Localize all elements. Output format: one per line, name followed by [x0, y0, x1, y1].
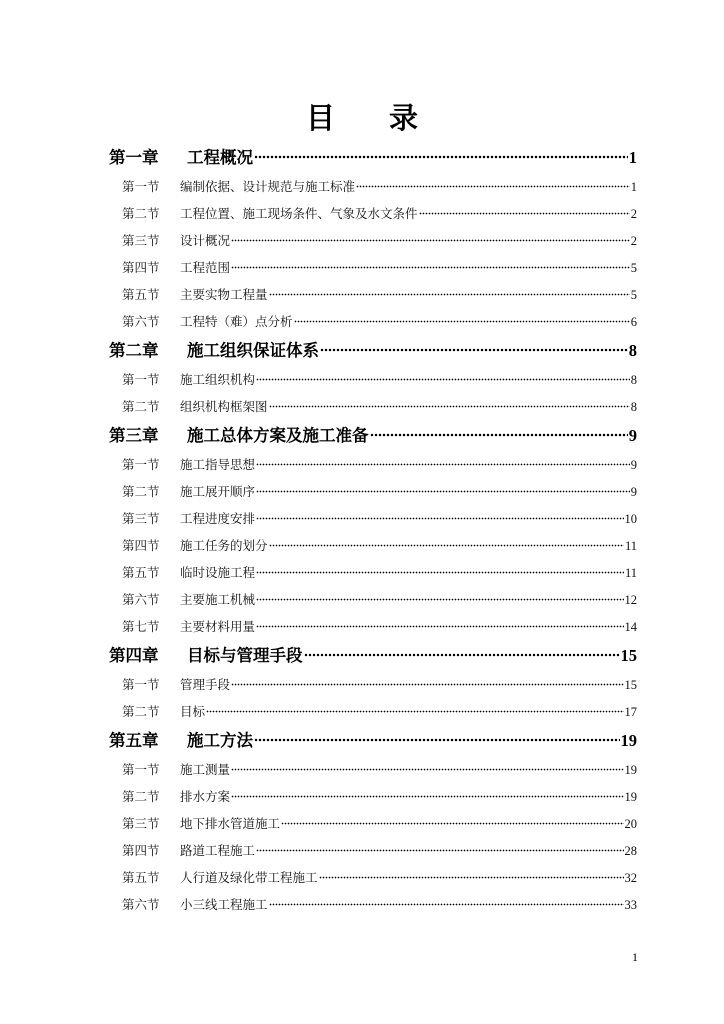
toc-entry-number: 第三节	[122, 511, 160, 526]
toc-section-entry[interactable]	[122, 864, 637, 891]
page-number: 1	[632, 950, 638, 964]
dot-leader	[231, 762, 623, 775]
toc-entry-title: 排水方案	[180, 789, 231, 804]
toc-entry-title: 施工组织保证体系	[187, 341, 319, 360]
dot-leader	[256, 592, 623, 605]
toc-entry-number: 第二节	[122, 399, 160, 414]
toc-section-entry[interactable]	[122, 505, 637, 532]
dot-leader	[231, 260, 630, 273]
toc-entry-page: 1	[628, 148, 637, 167]
toc-section-entry[interactable]	[122, 366, 637, 393]
toc-entry-number: 第五节	[122, 287, 160, 302]
dot-leader	[206, 704, 623, 717]
toc-section-entry[interactable]	[122, 532, 637, 559]
toc-entry-title: 主要实物工程量	[180, 287, 268, 302]
table-of-contents	[0, 142, 724, 918]
toc-entry-title: 工程进度安排	[180, 511, 256, 526]
toc-section-entry[interactable]	[122, 837, 637, 864]
toc-entry-title: 施工方法	[187, 731, 253, 750]
dot-leader	[419, 206, 630, 219]
toc-entry-page: 2	[630, 234, 637, 248]
dot-leader	[256, 619, 623, 632]
dot-leader	[269, 399, 630, 412]
toc-entry-title: 人行道及绿化带工程施工	[180, 870, 318, 885]
toc-entry-title: 设计概况	[180, 233, 231, 248]
toc-entry-number: 第二章	[109, 341, 159, 360]
toc-entry-title: 工程范围	[180, 260, 231, 275]
dot-leader	[370, 425, 628, 442]
dot-leader	[254, 147, 628, 164]
dot-leader	[256, 484, 630, 497]
toc-entry-title: 临时设施工程	[180, 565, 256, 580]
toc-entry-number: 第一章	[109, 148, 159, 167]
toc-entry-page: 11	[624, 539, 637, 553]
toc-entry-page: 10	[624, 512, 637, 526]
toc-entry-page: 11	[624, 566, 637, 580]
toc-section-entry[interactable]	[122, 613, 637, 640]
dot-leader	[294, 314, 630, 327]
toc-entry-page: 15	[624, 678, 637, 692]
toc-entry-title: 施工组织机构	[180, 372, 256, 387]
toc-entry-title: 组织机构框架图	[180, 399, 268, 414]
toc-entry-title: 施工指导思想	[180, 457, 256, 472]
toc-entry-title: 目标	[180, 704, 206, 719]
toc-chapter-entry[interactable]	[109, 142, 637, 173]
toc-entry-page: 8	[628, 341, 637, 360]
dot-leader	[231, 789, 623, 802]
toc-entry-number: 第四节	[122, 260, 160, 275]
toc-entry-number: 第四节	[122, 538, 160, 553]
toc-section-entry[interactable]	[122, 451, 637, 478]
toc-entry-number: 第五节	[122, 565, 160, 580]
toc-entry-title: 工程位置、施工现场条件、气象及水文条件	[180, 206, 418, 221]
dot-leader	[256, 511, 623, 524]
dot-leader	[281, 816, 623, 829]
toc-section-entry[interactable]	[122, 227, 637, 254]
toc-entry-page: 1	[630, 180, 637, 194]
toc-entry-page: 15	[620, 646, 637, 665]
toc-entry-number: 第六节	[122, 592, 160, 607]
toc-section-entry[interactable]	[122, 559, 637, 586]
dot-leader	[256, 457, 630, 470]
toc-entry-page: 33	[624, 898, 637, 912]
toc-section-entry[interactable]	[122, 783, 637, 810]
dot-leader	[256, 372, 630, 385]
toc-entry-page: 17	[624, 705, 637, 719]
toc-entry-title: 管理手段	[180, 677, 231, 692]
toc-entry-number: 第二节	[122, 206, 160, 221]
toc-entry-page: 20	[624, 817, 637, 831]
toc-section-entry[interactable]	[122, 671, 637, 698]
toc-section-entry[interactable]	[122, 698, 637, 725]
toc-entry-number: 第三章	[109, 426, 159, 445]
page-title: 目 录	[305, 101, 441, 135]
toc-entry-page: 8	[630, 400, 637, 414]
dot-leader	[356, 179, 630, 192]
dot-leader	[320, 340, 628, 357]
toc-entry-title: 工程特（难）点分析	[180, 314, 293, 329]
toc-entry-title: 路道工程施工	[180, 843, 256, 858]
toc-entry-number: 第三节	[122, 233, 160, 248]
toc-entry-title: 地下排水管道施工	[180, 816, 281, 831]
toc-entry-page: 8	[630, 373, 637, 387]
toc-section-entry[interactable]	[122, 308, 637, 335]
toc-entry-title: 施工展开顺序	[180, 484, 256, 499]
toc-section-entry[interactable]	[122, 478, 637, 505]
toc-entry-title: 目标与管理手段	[187, 646, 303, 665]
dot-leader	[304, 645, 620, 662]
dot-leader	[269, 897, 624, 910]
toc-entry-page: 19	[624, 790, 637, 804]
toc-entry-page: 28	[624, 844, 637, 858]
toc-chapter-entry[interactable]	[109, 335, 637, 366]
toc-section-entry[interactable]	[122, 200, 637, 227]
toc-entry-number: 第一节	[122, 677, 160, 692]
toc-entry-number: 第一节	[122, 457, 160, 472]
toc-entry-number: 第六节	[122, 314, 160, 329]
toc-entry-number: 第四节	[122, 843, 160, 858]
dot-leader	[319, 870, 624, 883]
dot-leader	[269, 538, 624, 551]
toc-entry-page: 5	[630, 261, 637, 275]
toc-entry-number: 第五章	[109, 731, 159, 750]
toc-chapter-entry[interactable]	[109, 725, 637, 756]
toc-section-entry[interactable]	[122, 173, 637, 200]
toc-chapter-entry[interactable]	[109, 420, 637, 451]
toc-entry-number: 第五节	[122, 870, 160, 885]
toc-entry-title: 编制依据、设计规范与施工标准	[180, 179, 356, 194]
toc-entry-page: 9	[630, 458, 637, 472]
toc-section-entry[interactable]	[122, 254, 637, 281]
toc-section-entry[interactable]	[122, 891, 637, 918]
toc-entry-page: 5	[630, 288, 637, 302]
toc-entry-title: 主要材料用量	[180, 619, 256, 634]
toc-entry-page: 32	[624, 871, 637, 885]
toc-section-entry[interactable]	[122, 810, 637, 837]
toc-section-entry[interactable]	[122, 756, 637, 783]
dot-leader	[231, 677, 623, 690]
toc-entry-title: 施工任务的划分	[180, 538, 268, 553]
toc-entry-number: 第一节	[122, 762, 160, 777]
toc-entry-page: 14	[624, 620, 637, 634]
toc-entry-title: 小三线工程施工	[180, 897, 268, 912]
dot-leader	[254, 730, 620, 747]
toc-entry-number: 第一节	[122, 179, 160, 194]
toc-entry-number: 第二节	[122, 704, 160, 719]
toc-section-entry[interactable]	[122, 586, 637, 613]
toc-entry-number: 第七节	[122, 619, 160, 634]
toc-entry-page: 19	[624, 763, 637, 777]
toc-section-entry[interactable]	[122, 281, 637, 308]
toc-entry-page: 19	[620, 731, 637, 750]
toc-entry-page: 6	[630, 315, 637, 329]
toc-entry-number: 第二节	[122, 484, 160, 499]
toc-entry-number: 第二节	[122, 789, 160, 804]
toc-entry-number: 第三节	[122, 816, 160, 831]
dot-leader	[256, 843, 623, 856]
toc-section-entry[interactable]	[122, 393, 637, 420]
toc-entry-title: 施工总体方案及施工准备	[187, 426, 369, 445]
toc-entry-page: 12	[624, 593, 637, 607]
toc-entry-number: 第一节	[122, 372, 160, 387]
toc-entry-title: 工程概况	[187, 148, 253, 167]
toc-entry-number: 第四章	[109, 646, 159, 665]
toc-entry-page: 9	[628, 426, 637, 445]
toc-entry-page: 9	[630, 485, 637, 499]
dot-leader	[269, 287, 630, 300]
toc-entry-title: 施工测量	[180, 762, 231, 777]
toc-entry-title: 主要施工机械	[180, 592, 256, 607]
toc-entry-number: 第六节	[122, 897, 160, 912]
dot-leader	[231, 233, 630, 246]
dot-leader	[256, 565, 624, 578]
toc-chapter-entry[interactable]	[109, 640, 637, 671]
toc-entry-page: 2	[630, 207, 637, 221]
